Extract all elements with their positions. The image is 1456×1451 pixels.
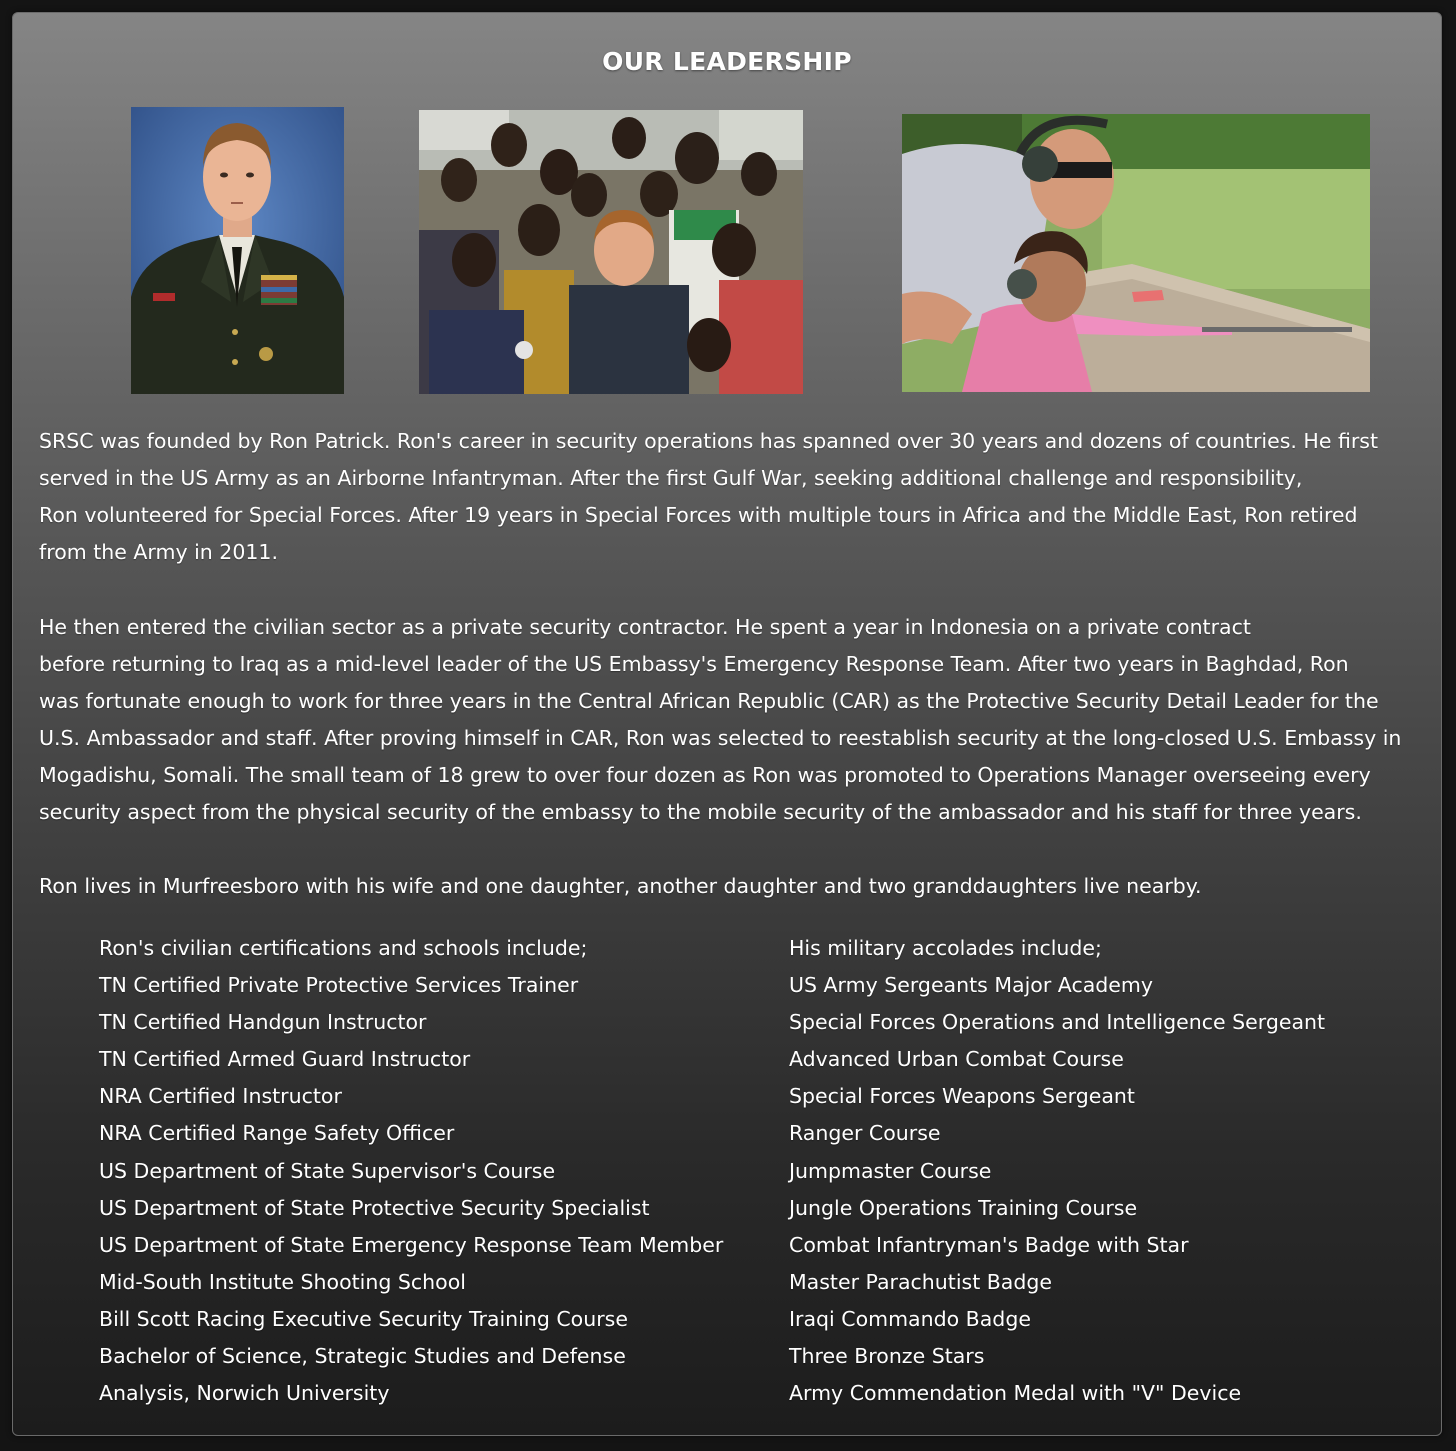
list-item: Special Forces Weapons Sergeant (789, 1084, 1135, 1109)
paragraph-line: He then entered the civilian sector as a private security contractor. He spent a year in Indonesia on a private contract (39, 615, 1251, 639)
list-item: Combat Infantryman's Badge with Star (789, 1232, 1189, 1257)
military-accolades-list (789, 930, 1325, 1412)
portrait-photo (131, 107, 344, 394)
list-item: NRA Certified Instructor (99, 1084, 342, 1109)
list-item: Bachelor of Science, Strategic Studies and Defense (99, 1344, 626, 1369)
group-of-children-icon (419, 110, 803, 394)
military-list-heading: His military accolades include; (789, 936, 1102, 960)
paragraph-line: from the Army in 2011. (39, 540, 278, 565)
paragraph-line: U.S. Ambassador and staff. After proving himself in CAR, Ron was selected to reestablish security at the long-closed U.S. Embassy in (39, 726, 1402, 751)
list-item: Iraqi Commando Badge (789, 1306, 1031, 1331)
paragraph-line: Ron lives in Murfreesboro with his wife and one daughter, another daughter and two granddaughters live nearby. (39, 874, 1202, 898)
list-item: Three Bronze Stars (789, 1344, 985, 1369)
list-item: Jumpmaster Course (789, 1158, 992, 1183)
paragraph-career (39, 609, 1419, 832)
list-item: US Department of State Protective Security Specialist (99, 1195, 650, 1220)
list-item: Advanced Urban Combat Course (789, 1047, 1124, 1072)
list-item: Special Forces Operations and Intelligence Sergeant (789, 1010, 1326, 1035)
paragraph-line: before returning to Iraq as a mid-level leader of the US Embassy's Emergency Response Team. After two years in Baghdad, Ron (39, 652, 1349, 677)
paragraph-family (39, 868, 1419, 905)
list-item: Ranger Course (789, 1121, 941, 1146)
shooting-range-icon (902, 114, 1370, 392)
paragraph-founding (39, 423, 1419, 571)
list-item: NRA Certified Range Safety Officer (99, 1121, 455, 1146)
paragraph-line: Ron volunteered for Special Forces. After 19 years in Special Forces with multiple tours in Africa and the Middle East, Ron retired (39, 503, 1358, 528)
list-item: US Department of State Supervisor's Course (99, 1158, 556, 1183)
list-item: Master Parachutist Badge (789, 1269, 1053, 1294)
list-item: Jungle Operations Training Course (789, 1195, 1138, 1220)
list-item: US Army Sergeants Major Academy (789, 973, 1154, 998)
group-photo (419, 110, 803, 394)
list-item: Bill Scott Racing Executive Security Training Course (99, 1306, 628, 1331)
list-item: Analysis, Norwich University (99, 1381, 390, 1406)
list-item: TN Certified Handgun Instructor (99, 1010, 427, 1035)
leadership-panel (12, 12, 1442, 1436)
range-photo (902, 114, 1370, 392)
list-item: Mid-South Institute Shooting School (99, 1269, 466, 1294)
page-title: OUR LEADERSHIP (602, 47, 852, 76)
paragraph-line: SRSC was founded by Ron Patrick. Ron's career in security operations has spanned over 30 years and dozens of countries. He first (39, 429, 1379, 453)
soldier-portrait-icon (131, 107, 344, 394)
paragraph-line: security aspect from the physical security of the embassy to the mobile security of the ambassador and his staff for three years. (39, 800, 1362, 825)
list-item: TN Certified Private Protective Services Trainer (99, 973, 579, 998)
paragraph-line: Mogadishu, Somali. The small team of 18 grew to over four dozen as Ron was promoted to Operations Manager overseeing every (39, 763, 1371, 788)
list-item: Army Commendation Medal with "V" Device (789, 1381, 1242, 1406)
list-item: TN Certified Armed Guard Instructor (99, 1047, 471, 1072)
list-item: US Department of State Emergency Response Team Member (99, 1232, 724, 1257)
paragraph-line: served in the US Army as an Airborne Infantryman. After the first Gulf War, seeking additional challenge and responsibility, (39, 466, 1303, 491)
civilian-certifications-list (99, 930, 723, 1412)
paragraph-line: was fortunate enough to work for three years in the Central African Republic (CAR) as the Protective Security Detail Leader for the (39, 689, 1379, 714)
civilian-list-heading: Ron's civilian certifications and schools include; (99, 936, 588, 960)
